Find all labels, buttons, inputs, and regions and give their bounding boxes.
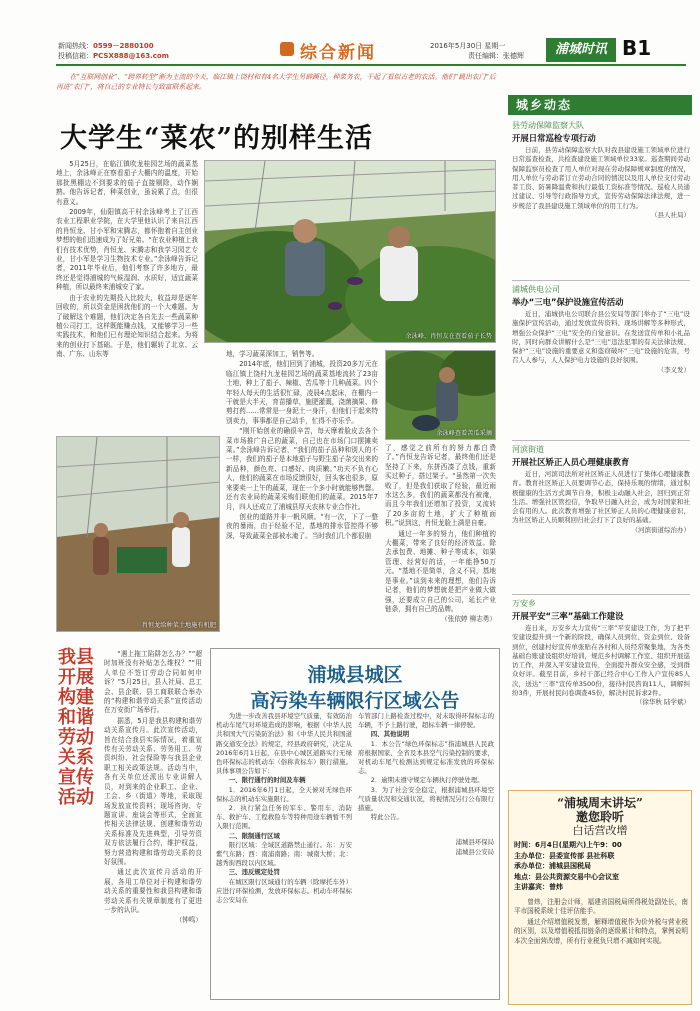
lecture-host-value: 县委宣传部 县社科联: [549, 851, 615, 860]
news-item: [512, 444, 690, 535]
article-para: 通过此次宣传月活动的开展，各用工单位对于构建和谐劳动关系的重要性和我县构建和谐劳动关系有关规章制度有了更进一步的认识。: [104, 868, 202, 914]
article-para: 通过一年多的努力，他们种植的大棚菜，带来了良好的经济效益。除去承包费、地摊、种子等成本，如果管理、经营好的话，一年能挣50万元。“基地不是简单，含义不同，基地是事业。”谈到未来的理想，他们告诉记者，他们的梦想就是把产业做大做强，还要成立自己的公司，延长产业链条，拥有自己的品牌。: [385, 529, 496, 613]
notice-col-1: [216, 712, 352, 996]
issue-weekday: 星期一: [484, 42, 506, 50]
headline: 大学生“菜农”的别样生活: [60, 123, 374, 154]
hotline: [58, 41, 154, 51]
photo-caption-3: 肖恒龙给种菜土地施有机肥: [141, 622, 216, 629]
article-col-1: [56, 160, 198, 430]
news-title: 举办“三电”保护设施宣传活动: [512, 297, 624, 307]
notice-para: 3．为了社会安全稳定，根据浦城县环境空气质量状况和交通状况，将视情况另行公布限行措施。: [358, 785, 494, 813]
lecture-details: [514, 840, 688, 893]
lecture-title: “浦城周末讲坛”: [557, 796, 643, 810]
lecture-subtitle: 白话营改增: [572, 824, 628, 837]
lecture-speaker-label: 主讲嘉宾：: [514, 883, 549, 891]
lecture-time: [514, 840, 688, 851]
notice-intro: 为进一步改善我县环境空气质量，有效防治机动车尾气对环境造成的影响，根据《中华人民共和国大气污染防治法》和《中华人民共和国道路交通安全法》的规定，经县政府研究，决定从2016年6月1日起，在县中心城区道路实行无绿色环保标志的机动车（俗称黄标车）限行措施。具体事项公告如下：: [216, 712, 352, 776]
photo-caption-1: 余泳峰、肖恒友在查看茄子长势: [405, 333, 492, 340]
news-signature: （县人社局）: [651, 211, 690, 220]
labor-article: [104, 650, 202, 1006]
lecture-host-label: 主办单位：: [514, 851, 549, 860]
news-title: 开展社区矫正人员心理健康教育: [512, 457, 630, 467]
photo-fertilizer: [56, 436, 220, 632]
lecture-body: [514, 898, 688, 1002]
photo-bitter-gourd: [385, 350, 496, 440]
divider: [512, 594, 690, 595]
notice-col-2: [358, 712, 494, 996]
notice-issuer-1: 浦城县环保局: [455, 838, 494, 847]
article-signature: （张依婷 柳志勇）: [441, 615, 496, 624]
news-title: 开展平安“三率”基础工作建设: [512, 611, 624, 621]
vertical-headline: 我县开展构建和谐劳动关系宣传活动: [58, 647, 94, 808]
section-title: 综合新闻: [300, 43, 376, 63]
article-para: “刚开始创业的确很辛苦，每天摩着脸皮去各个菜市场推广自己的蔬菜，自己也在市场门口摆摊卖菜。”余泳峰告诉记者，“我们的茄子品种和别人的不一样，我们的茄子是本地茄子与野生茄子杂交出来的新品种，颜色亮、口感好、肉质嫩。”功夫不负有心人，他们的蔬菜在市场反馈很好，回头客也很多，原来要卖一上午的蔬菜，现在一个多小时就能够售罄。还有农业局的蔬菜采购们联他们的蔬菜。2015年7月，四人还成立了浦城县厚天农林专业合作社。: [226, 427, 378, 511]
notice-para: 1．2016年6月1日起，全天候对无绿色环保标志的机动车实施限行。: [216, 785, 352, 803]
divider: [512, 280, 690, 281]
lecture-organizer-value: 浦城县国税局: [549, 862, 591, 870]
notice-section-title: 二、限制通行区域: [228, 831, 280, 840]
editor-line: 责任编辑：张德辉: [468, 52, 524, 60]
news-signature: （徐华秋 陆学斌）: [635, 698, 690, 707]
lecture-venue: [514, 872, 688, 883]
news-signature: （河滨街道综治办）: [631, 525, 690, 534]
lecture-host: [514, 851, 688, 862]
article-para: 5月25日，在临江镇吹龙桂园艺场的蔬菜基地上，余泳峰正在察看茄子大棚内的温度，开始那批黑棚边不到要求的茄子直接剔除，动作娴熟。他告诉记者，种菜创业，虽说累了点，但很有意义。: [56, 160, 198, 206]
email-label: 投稿信箱：: [58, 52, 93, 60]
lecture-time-label: 时间：: [514, 841, 535, 849]
news-source: 万安乡: [512, 599, 536, 608]
page-number: B1: [622, 36, 652, 60]
notice-section-title: 一、限行通行的时间及车辆: [228, 776, 306, 785]
lecture-venue-value: 县公共资源交易中心会议室: [535, 872, 619, 881]
notice-para: 车管部门上路检查过程中，对未取得环保标志的车辆，不予上路行驶，超标车辆一律停驶。: [358, 712, 494, 730]
notice-issuer-2: 浦城县公安局: [455, 847, 494, 856]
hotline-label: 新闻热线：: [58, 42, 93, 50]
greenhouse-illustration: [205, 161, 496, 343]
intro-text: 在“互联网创业”、“跨界转型”渐为主流的今天，临江镇上饶村和有4名大学生另辟蹊径，种菜务农，干起了看似古老的农活。他们“跳出农门”后再进“农门”，将自己的专业特长与致富联系起来。: [56, 73, 496, 91]
lecture-intro: 曾炜，注册会计师，福建省国税局所得税处副处长，南平市国税系统十佳评估能手。: [514, 898, 688, 916]
lecture-speaker: [514, 882, 688, 893]
news-item: [512, 284, 690, 375]
notice-title-line-2: 高污染车辆限行区域公告: [250, 690, 460, 712]
article-para: 2009年，仙阳镇高干村余泳峰考上了江西农业工程职业学院，在大学里他认识了来自江西的肖恒龙、甘小军和宋腾志，都怀抱着自主创业梦想的他们迅速成为了好兄弟。“在农业种植上我们有技术优势，肖恒龙、宋腾志和我学习园艺专业，甘小军是学习生物技术专业。”余泳峰告诉记者，2011年毕业后，他们考察了许多地方，最终还是觉得浦城的气候湿润、水质好，适宜蔬菜种植，所以最终来浦城安了家。: [56, 208, 198, 292]
article-col-3: [385, 444, 496, 640]
notice-para: 限行区域：全域区道路禁止通行。东：万安紫气东路；西：南浦南路；南：城南大桥；北：越秀街西段以内区域。: [216, 840, 352, 868]
news-body: 近日，浦城供电公司联合县公安局等部门举办了“三电”设施保护宣传活动，通过发放宣传资料、现场讲解等多种形式，增强公众保护“三电”安全的自觉意识。在发送宣传单和小礼品时，同时向群众讲解什么是“三电”违法犯罪的有关法律法规、保护“三电”设施的重要意义和盗窃破坏“三电”设施的危害，号召人人参与，人人保护电力设施的良好氛围。: [512, 310, 690, 365]
news-item: [512, 120, 690, 220]
photo-eggplant-greenhouse: [204, 160, 496, 343]
notice-para: 在城区限行区域通行的车辆（除摩托车外）应进行环保检测，发放环保标志。机动车环保标志公安局在: [216, 877, 352, 905]
divider: [512, 440, 690, 441]
masthead: [0, 0, 700, 64]
field-illustration: [57, 437, 220, 632]
lecture-organizer-label: 承办单位：: [514, 862, 549, 870]
news-source: 河滨街道: [512, 445, 544, 454]
news-body: 日前，县劳动保障监察大队对我县建设施工领域单位进行日常巡查检查，共检查建设施工领域单位33家。巡查期间劳动保障监察员检查了用人单位对现在劳动保障规章制度的情况，用人单位与劳动者订立劳动合同的情况以及用人单位支付劳动者工资、防暑降温费和执行最低工资标准等情况。巡检人员通过建议、引导等行政指导方式，宣传劳动保障法律法规，进一步规范了我县建设施工领域单位的用工行为。: [512, 146, 690, 210]
article-signature: （钟鸣）: [175, 916, 202, 925]
lecture-organizer: [514, 861, 688, 872]
lecture-topic: 通过介绍增值税发票，解释增值税作为价外税与营业税的区别，以及增值税抵扣链条的逐级累计和特点，掌例说明本次全面营改增，所有行业税负只增不减如何实现。: [514, 917, 688, 945]
lecture-title-2: 邀您聆听: [575, 810, 624, 824]
article-para: 创业的道路并非一帆风顺。“有一次，下了一整夜的暴雨，由于经验不足，基地的排水管控得不够深，导致蔬菜全部被水淹了。当时我们几个都很崩: [226, 512, 378, 540]
issue-date: 2016年5月30日: [430, 42, 483, 50]
photo-caption-2: 余泳峰查看苦瓜采摘: [436, 430, 492, 437]
brand-logo: 浦城时讯: [546, 38, 616, 62]
article-para: 由于农业的先期投入比较大，收益却是逐年回收的，所以资金是困扰他们的一个大难题。为了破解这个难题，他们决定各自先去一些蔬菜种植公司打工，这样既能赚点钱，又能够学习一些实践技术，和他们已有理论知识结合起来。为将来的创业打下基础。于是，他们辗转了北京、云南、广东、山东等: [56, 293, 198, 359]
news-body: 近日，河滨司法所对社区矫正人员进行了集体心理健康教育。教育社区矫正人员要调节心态，保持乐观的情绪，通过积极健康的生活方式调节自身，积极主动融入社会，回归到正常生活。增强社区管控信，争取早日融入社会，成为对国家和社会有用的人。此次教育增强了社区矫正人员的心理健康意识，为社区矫正人员顺利回归社会打下了良好的基础。: [512, 470, 690, 525]
news-banner: 城乡动态: [508, 95, 692, 115]
news-item: [512, 598, 690, 786]
notice-para: 2．逾期未遵守规定车辆执行停驶处理。: [370, 776, 484, 785]
article-col-2: [226, 350, 378, 640]
news-signature: （李义发）: [657, 365, 690, 374]
article-para: 2014年底，他们回到了浦城，投资20多万元在临江镇上饶村九龙桂园艺场的蔬菜基地流转了23亩土地，种上了茄子、辣椒、苦瓜等十几种蔬菜。四个年轻人每天的生活很忙碌，凌晨4点起床，在棚内一干就是大半天，育苗播草，施肥灌溉，浇菌摘果、修剪打药……常常是一身泥土一身汗，但他们干起来特别卖力，事事都是自己动手，忙得不亦乐乎。: [226, 360, 378, 425]
section-icon: [280, 42, 294, 56]
notice-title-line-1: 浦城县城区: [307, 664, 403, 686]
article-para: 据悉，5月是我县构建和谐劳动关系宣传月。此次宣传活动，旨在结合我县实际情况，着重宣传有关劳动关系、劳务用工、劳资纠纷、社会保险等与我县企业职工相关政策法规。活动当中，各有关单位还派出专业讲解人员，对到来的企业职工、企业、工会、乡（街道）等地，采取现场发放宣传资料；现场咨询、专题宣讲、座谈会等形式，全面宣传相关法律法规、创建和谐劳动关系标准及先进典型，引导劳资双方依法履行合约，维护权益，努力营造构建和谐劳动关系的良好氛围。: [104, 716, 202, 866]
notice-section-title: 三、违反规定处罚: [228, 868, 280, 877]
lecture-speaker-value: 曾炜: [549, 883, 563, 891]
date-line: [430, 41, 505, 51]
article-para: 地，学习蔬菜深加工，销售等。: [226, 350, 319, 358]
lecture-time-value: 6月4日(星期六)上午9：00: [535, 841, 622, 849]
notice-para: 2．执行紧急任务的军车、警用车、消防车、救护车、工程救险车等特种用途车辆暂不列入限行范围。: [216, 804, 352, 831]
news-source: 县劳动保障监察大队: [512, 121, 584, 130]
notice-ending: 特此公告。: [370, 813, 403, 822]
email-value: PCSX888@163.com: [93, 52, 169, 60]
article-para: “遇上拖工陷阱怎么办？”“超时加班没有补贴怎么维权？”“用人单位不签订劳动合同如何申诉？”5月25日，县人社局、总工会、县企联、县工商联联合举办的“构建和谐劳动关系”宣传活动在万安街广场举行。: [104, 650, 202, 715]
bitter-gourd-illustration: [386, 351, 496, 440]
header-rule: [56, 64, 686, 66]
notice-para: 1．本公告“绿色环保标志”指浦城县人民政府根据国家、全省及本县空气污染控制的要求，对机动车尾气检测达到规定标准发放的环保标志。: [358, 739, 494, 776]
news-body: 连日来，万安乡大力宣传“三率”平安建设工作，为了把平安建设提升到一个新的阶段，确保人员到位、资金到位、设备到位，创建村好宣传单张贴在各村和人员经常聚集地，为各类基础台账建设组织好培训，规范乡村调解工作室、组织开展巡访工作，并深入平安建设宣传，全面提升群众安全感，受到群众好评。截至目前，乡村干部已经合中心工作入户宣传85人次，送达“三率”宣传单3500份，接待村民咨询11人，调解纠纷3件，开展村民问卷调查45份，解决村民诉求2件。: [512, 624, 690, 698]
news-source: 浦城供电公司: [512, 285, 560, 294]
email: [58, 51, 169, 61]
article-para: 了，感觉之前所有的努力都白费了。”肖恒龙告诉记者，最终他们还是坚持了下来，东拼西凑了点钱，重新买过种子，搭过架子。“虽然第一次失败了，但是我们获取了经验，最近雨水这么多，我们的蔬菜都没有被淹，而且今年我们还增加了投资，又流转了20多亩的土地，扩大了种植面积。”说到这，肖恒龙脸上满是自豪。: [385, 444, 496, 528]
lecture-venue-label: 地点：: [514, 872, 535, 881]
hotline-value: 0599－2880100: [93, 42, 154, 50]
news-title: 开展日常巡检专项行动: [512, 133, 596, 143]
notice-section-title: 四、其他说明: [370, 730, 410, 739]
